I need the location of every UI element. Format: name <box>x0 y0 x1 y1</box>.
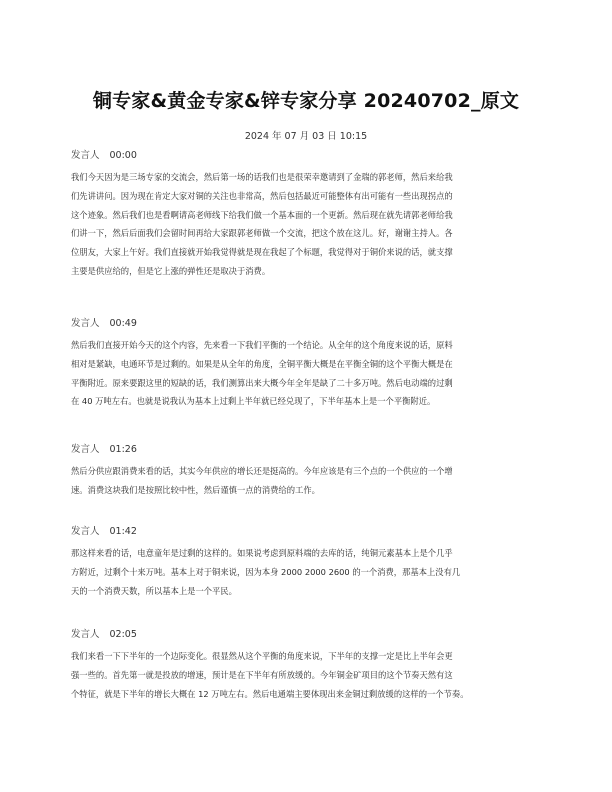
paragraph-line: 我们来看一下下半年的一个边际变化。很显然从这个平衡的角度来说，下半年的支撑一定是比上半年会更 <box>71 651 453 661</box>
speaker-header <box>71 317 551 331</box>
paragraph-line: 强一些的。首先第一就是投放的增速，预计是在下半年有所放缓的。今年铜金矿项目的这个节奏天然有这 <box>71 669 453 680</box>
paragraph-line: 们先讲讲问。因为现在肯定大家对铜的关注也非常高，然后包括最近可能整体有出可能有一些出现拐点的 <box>71 190 453 201</box>
paragraph-line: 们讲一下，然后后面我们会留时间再给大家跟郭老师做一个交流，把这个放在这儿。好，谢谢主持人。各 <box>71 228 453 239</box>
transcript-section <box>71 525 551 600</box>
paragraph-line: 相对是紧缺，电通环节是过剩的。如果是从全年的角度，全铜平衡大概是在平衡全铜的这个平衡大概是在 <box>71 358 453 369</box>
transcript-section <box>71 317 551 411</box>
paragraph-line: 位朋友，大家上午好。我们直接就开始我觉得就是现在我起了个标题，我觉得对于铜价来说的话，就支撑 <box>71 247 453 258</box>
speaker-label: 发言人 <box>71 629 100 640</box>
speaker-label: 发言人 <box>71 150 100 161</box>
speaker-header <box>71 525 551 539</box>
speaker-label: 发言人 <box>71 318 100 329</box>
transcript-paragraph <box>71 168 551 281</box>
paragraph-line: 天的一个消费天数，所以基本上是一个平民。 <box>71 585 237 596</box>
timestamp: 00:49 <box>109 318 137 329</box>
transcript-section <box>71 628 551 703</box>
paragraph-line: 然后分供应跟消费来看的话，其实今年供应的增长还是挺高的。今年应该是有三个点的一个供应的一个增 <box>71 466 453 476</box>
paragraph-line: 那这样来看的话，电意童年是过剩的这样的。如果说考虑到原料端的去库的话，纯铜元素基本上是个几乎 <box>71 548 453 558</box>
transcript-paragraph <box>71 647 551 703</box>
transcript-paragraph <box>71 462 551 500</box>
paragraph-line: 我们今天因为是三场专家的交流会，然后第一场的话我们也是很荣幸邀请到了金瑞的郭老师，然后来给我 <box>71 172 453 182</box>
speaker-header <box>71 628 551 642</box>
paragraph-line: 速。消费这块我们是按照比较中性，然后谨慎一点的消费给的工作。 <box>71 484 320 495</box>
timestamp: 02:05 <box>109 629 137 640</box>
paragraph-line: 主要是供应给的，但是它上涨的弹性还是取决于消费。 <box>71 265 271 276</box>
timestamp: 01:42 <box>109 526 137 537</box>
timestamp: 01:26 <box>109 444 137 455</box>
transcript-paragraph <box>71 544 551 600</box>
speaker-label: 发言人 <box>71 444 100 455</box>
paragraph-line: 平衡附近。原来要跟这里的短缺的话，我们测算出来大概今年全年是缺了二十多万吨。然后电动端的过剩 <box>71 377 453 388</box>
paragraph-line: 方附近，过剩个十来万吨。基本上对于铜来说，因为本身 2000 2000 2600 的一个消费，那基本上没有几 <box>71 566 461 577</box>
speaker-label: 发言人 <box>71 526 100 537</box>
timestamp: 00:00 <box>109 150 137 161</box>
transcript-section <box>71 149 551 281</box>
paragraph-line: 然后我们直接开始今天的这个内容，先来看一下我们平衡的一个结论。从全年的这个角度来说的话，原料 <box>71 340 453 350</box>
document-title: 铜专家&黄金专家&锌专家分享 20240702_原文 <box>92 90 520 112</box>
speaker-header <box>71 443 551 457</box>
transcript-section <box>71 443 551 500</box>
paragraph-line: 这个迹象。然后我们也是看啊请高老师线下给我们做一个基本面的一个更新。然后现在就先请郭老师给我 <box>71 209 453 220</box>
transcript-paragraph <box>71 336 551 411</box>
document-date: 2024 年 07 月 03 日 10:15 <box>244 131 368 142</box>
paragraph-line: 在 40 万吨左右。也就是说我认为基本上过剩上半年就已经兑现了，下半年基本上是一个平衡附近。 <box>71 396 436 407</box>
paragraph-line: 个特征，就是下半年的增长大概在 12 万吨左右。然后电通端主要体现出来金铜过剩放缓的这样的一个节奏。 <box>71 688 469 699</box>
speaker-header <box>71 149 551 163</box>
